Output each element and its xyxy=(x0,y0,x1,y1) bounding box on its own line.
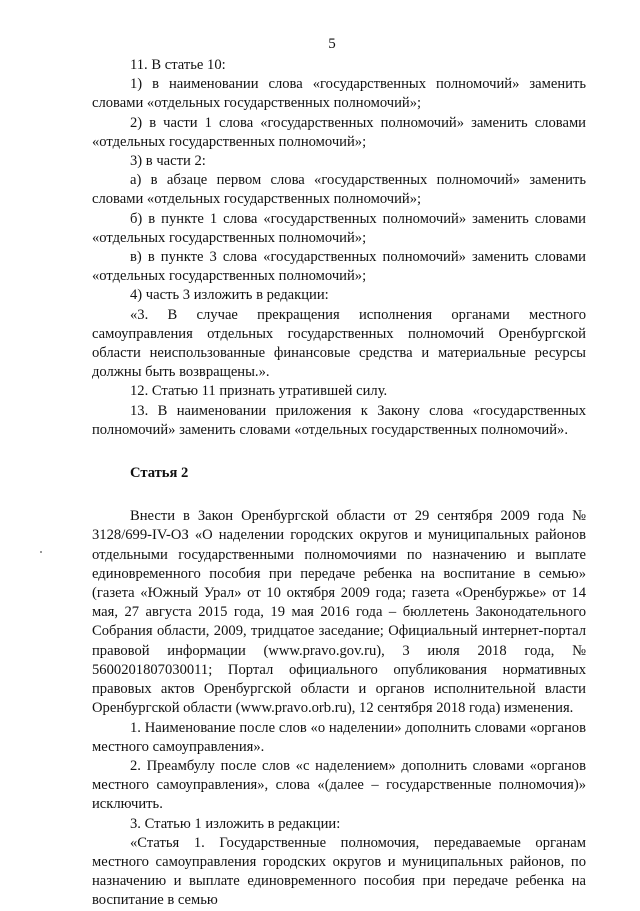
paragraph: 2) в части 1 слова «государственных полномочий» заменить словами «отдельных государственных полномочий»; xyxy=(92,114,586,150)
paragraph: «3. В случае прекращения исполнения органами местного самоуправления отдельных государственных полномочий Оренбургской области неиспользованные финансовые средства и материальные ресурсы должны быть возвращены.». xyxy=(92,306,586,381)
document-body xyxy=(92,56,586,911)
paragraph: 1) в наименовании слова «государственных полномочий» заменить словами «отдельных государственных полномочий»; xyxy=(92,76,586,112)
article-heading: Статья 2 xyxy=(130,465,189,482)
paragraph: 13. В наименовании приложения к Закону слова «государственных полномочий» заменить словами «отдельных государственных полномочий». xyxy=(92,402,586,438)
paragraph: б) в пункте 1 слова «государственных полномочий» заменить словами «отдельных государственных полномочий»; xyxy=(92,210,586,246)
paragraph: 11. В статье 10: xyxy=(130,57,226,73)
paragraph: 3. Статью 1 изложить в редакции: xyxy=(130,815,341,832)
paragraph: «Статья 1. Государственные полномочия, передаваемые органам местного самоуправления городских округов и муниципальных районов, по назначению и выплате единовременного пособия при передаче ребенка на воспитание в семью xyxy=(92,834,586,909)
spacer xyxy=(92,483,586,507)
paragraph: 1. Наименование после слов «о наделении» дополнить словами «органов местного самоуправления». xyxy=(92,719,586,755)
paragraph: а) в абзаце первом слова «государственных полномочий» заменить словами «отдельных государственных полномочий»; xyxy=(92,172,586,208)
spacer xyxy=(92,440,586,464)
page-number: 5 xyxy=(328,36,336,52)
paragraph: Внести в Закон Оренбургской области от 29 сентября 2009 года № 3128/699-IV-ОЗ «О наделении городских округов и муниципальных районов отдельными государственными полномочиями по назначению и выплате единовременного пособия при передаче ребенка на воспитание в семью» (газета «Южный Урал» от 10 октября 2009 года; газета «Оренбуржье» от 14 мая, 27 августа 2015 года, 19 мая 2016 года – бюллетень Законодательного Собрания области, 2009, тридцатое заседание; Официальный интернет-портал правовой информации (www.pravo.gov.ru), 3 июля 2018 года, № 5600201807030011; Портал официального опубликования нормативных правовых актов Оренбургской области и органов исполнительной власти Оренбургской области (www.pravo.orb.ru), 12 сентября 2018 года) изменения. xyxy=(92,508,586,717)
paragraph: 2. Преамбулу после слов «с наделением» дополнить словами «органов местного самоуправления», слова «(далее – государственные полномочия)» исключить. xyxy=(92,757,586,813)
paragraph: в) в пункте 3 слова «государственных полномочий» заменить словами «отдельных государственных полномочий»; xyxy=(92,249,586,285)
paragraph: 4) часть 3 изложить в редакции: xyxy=(130,287,329,304)
scan-speck xyxy=(40,551,42,553)
paragraph: 12. Статью 11 признать утратившей силу. xyxy=(130,383,388,400)
paragraph: 3) в части 2: xyxy=(130,153,206,170)
